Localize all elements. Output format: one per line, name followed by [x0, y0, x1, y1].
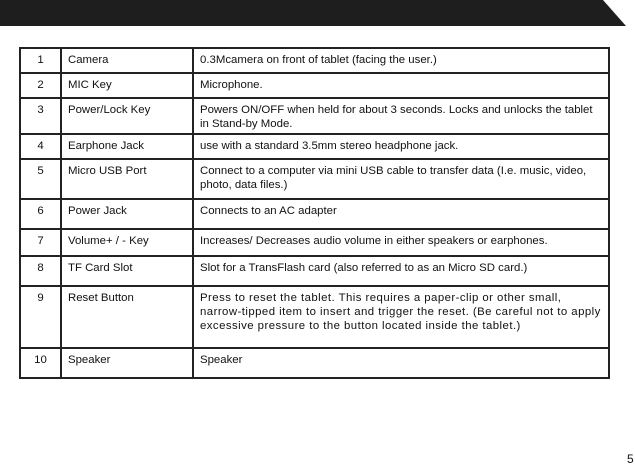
row-number: 6 [20, 199, 61, 229]
part-description: 0.3Mcamera on front of tablet (facing the user.) [193, 48, 609, 73]
row-number: 10 [20, 348, 61, 378]
part-name: Power Jack [61, 199, 193, 229]
part-description: Slot for a TransFlash card (also referred to as an Micro SD card.) [193, 256, 609, 286]
table-row [20, 199, 609, 229]
part-description: Powers ON/OFF when held for about 3 seconds. Locks and unlocks the tablet in Stand-by Mode. [193, 98, 609, 134]
table-row [20, 48, 609, 73]
part-description: Microphone. [193, 73, 609, 98]
part-description: Press to reset the tablet. This requires a paper-clip or other small, narrow-tipped item to insert and trigger the reset. (Be careful not to apply excessive pressure to the button located inside the tablet.) [193, 286, 609, 348]
row-number: 1 [20, 48, 61, 73]
table-row [20, 73, 609, 98]
part-description: Connects to an AC adapter [193, 199, 609, 229]
table-row [20, 159, 609, 199]
part-name: MIC Key [61, 73, 193, 98]
part-name: Power/Lock Key [61, 98, 193, 134]
row-number: 3 [20, 98, 61, 134]
table-row [20, 134, 609, 159]
part-name: Camera [61, 48, 193, 73]
part-name: Speaker [61, 348, 193, 378]
part-description: Connect to a computer via mini USB cable to transfer data (I.e. music, video, photo, data files.) [193, 159, 609, 199]
row-number: 4 [20, 134, 61, 159]
part-name: Micro USB Port [61, 159, 193, 199]
table-row [20, 98, 609, 134]
table-row [20, 256, 609, 286]
part-name: Earphone Jack [61, 134, 193, 159]
part-name: Volume+ / - Key [61, 229, 193, 256]
table-row [20, 348, 609, 378]
part-name: TF Card Slot [61, 256, 193, 286]
parts-table [19, 47, 610, 379]
table-row [20, 229, 609, 256]
part-description: Speaker [193, 348, 609, 378]
header-bar [0, 0, 626, 26]
row-number: 8 [20, 256, 61, 286]
row-number: 2 [20, 73, 61, 98]
header-bar-shape [0, 0, 626, 26]
row-number: 5 [20, 159, 61, 199]
part-name: Reset Button [61, 286, 193, 348]
page-number: 5 [627, 452, 634, 466]
row-number: 9 [20, 286, 61, 348]
row-number: 7 [20, 229, 61, 256]
part-description: use with a standard 3.5mm stereo headphone jack. [193, 134, 609, 159]
table-row [20, 286, 609, 348]
part-description: Increases/ Decreases audio volume in either speakers or earphones. [193, 229, 609, 256]
